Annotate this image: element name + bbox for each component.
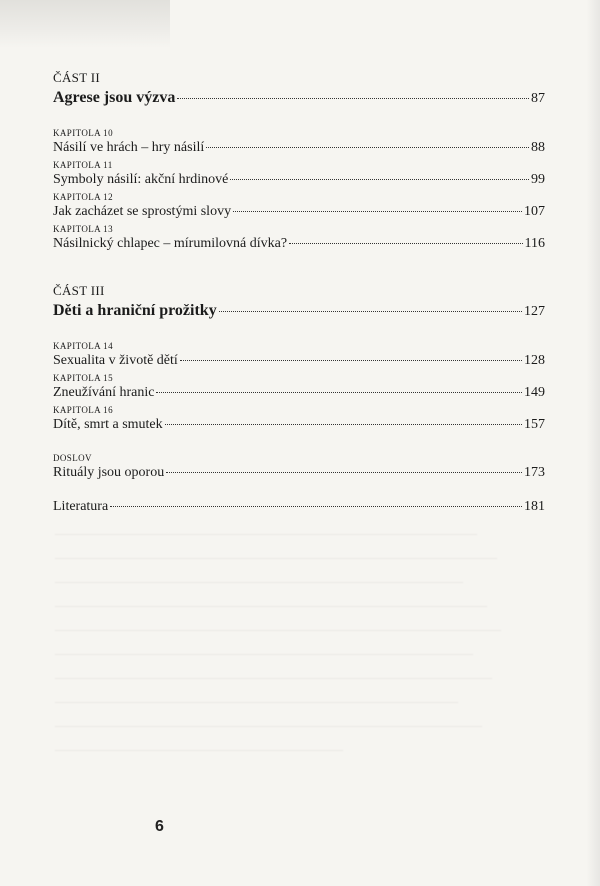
entry-title: Jak zacházet se sprostými slovy <box>53 204 232 219</box>
entry-title: Literatura <box>53 499 109 514</box>
toc-entry <box>53 171 545 189</box>
afterword-label: DOSLOV <box>53 453 92 463</box>
scan-shadow <box>0 0 170 48</box>
chapter-label: KAPITOLA 16 <box>53 405 113 415</box>
leader-dots <box>156 391 522 393</box>
page-number: 6 <box>155 818 164 835</box>
entry-title: Násilnický chlapec – mírumilovná dívka? <box>53 236 288 251</box>
leader-dots <box>233 210 522 212</box>
entry-title: Děti a hraniční prožitky <box>53 302 217 319</box>
toc-entry-part[interactable] <box>53 301 545 322</box>
part-3 <box>53 283 545 434</box>
chapter-entry[interactable] <box>53 341 545 370</box>
part-2 <box>53 70 545 253</box>
toc-entry <box>53 498 545 516</box>
part-label: ČÁST III <box>53 283 105 298</box>
toc-entry <box>53 416 545 434</box>
toc-entry <box>53 464 545 482</box>
entry-title: Dítě, smrt a smutek <box>53 417 163 432</box>
toc-entry <box>53 384 545 402</box>
entry-page: 128 <box>524 353 545 368</box>
leader-dots <box>219 310 522 312</box>
leader-dots <box>177 97 529 99</box>
leader-dots <box>289 242 522 244</box>
toc-entry <box>53 139 545 157</box>
part-label: ČÁST II <box>53 70 101 85</box>
chapter-entry[interactable] <box>53 128 545 157</box>
chapter-label: KAPITOLA 14 <box>53 341 113 351</box>
entry-page: 127 <box>524 304 545 319</box>
chapter-label: KAPITOLA 15 <box>53 373 113 383</box>
leader-dots <box>166 471 522 473</box>
toc-entry <box>53 235 545 253</box>
leader-dots <box>165 423 522 425</box>
toc-entry <box>53 352 545 370</box>
chapter-entry[interactable] <box>53 224 545 253</box>
entry-page: 107 <box>524 204 545 219</box>
entry-page: 87 <box>531 91 545 106</box>
chapter-label: KAPITOLA 13 <box>53 224 113 234</box>
entry-page: 157 <box>524 417 545 432</box>
leader-dots <box>230 178 529 180</box>
toc-entry <box>53 203 545 221</box>
entry-title: Agrese jsou výzva <box>53 89 176 106</box>
entry-page: 99 <box>531 172 545 187</box>
chapter-entry[interactable] <box>53 160 545 189</box>
afterword-entry[interactable] <box>53 453 545 482</box>
entry-page: 149 <box>524 385 545 400</box>
entry-page: 88 <box>531 140 545 155</box>
entry-page: 116 <box>524 236 545 251</box>
entry-page: 173 <box>524 465 545 480</box>
chapter-label: KAPITOLA 12 <box>53 192 113 202</box>
literature-entry[interactable] <box>53 498 545 516</box>
entry-title: Násilí ve hrách – hry násilí <box>53 140 205 155</box>
chapter-entry[interactable] <box>53 405 545 434</box>
leader-dots <box>180 359 522 361</box>
entry-title: Zneužívání hranic <box>53 385 155 400</box>
leader-dots <box>110 505 522 507</box>
entry-page: 181 <box>524 499 545 514</box>
chapter-label: KAPITOLA 10 <box>53 128 113 138</box>
chapter-entry[interactable] <box>53 373 545 402</box>
chapter-label: KAPITOLA 11 <box>53 160 113 170</box>
entry-title: Rituály jsou oporou <box>53 465 165 480</box>
bleed-through-text <box>55 520 535 751</box>
leader-dots <box>206 146 529 148</box>
chapter-entry[interactable] <box>53 192 545 221</box>
toc-entry-part[interactable] <box>53 88 545 109</box>
entry-title: Sexualita v životě dětí <box>53 353 178 368</box>
page-edge-shadow <box>586 0 600 886</box>
entry-title: Symboly násilí: akční hrdinové <box>53 172 229 187</box>
